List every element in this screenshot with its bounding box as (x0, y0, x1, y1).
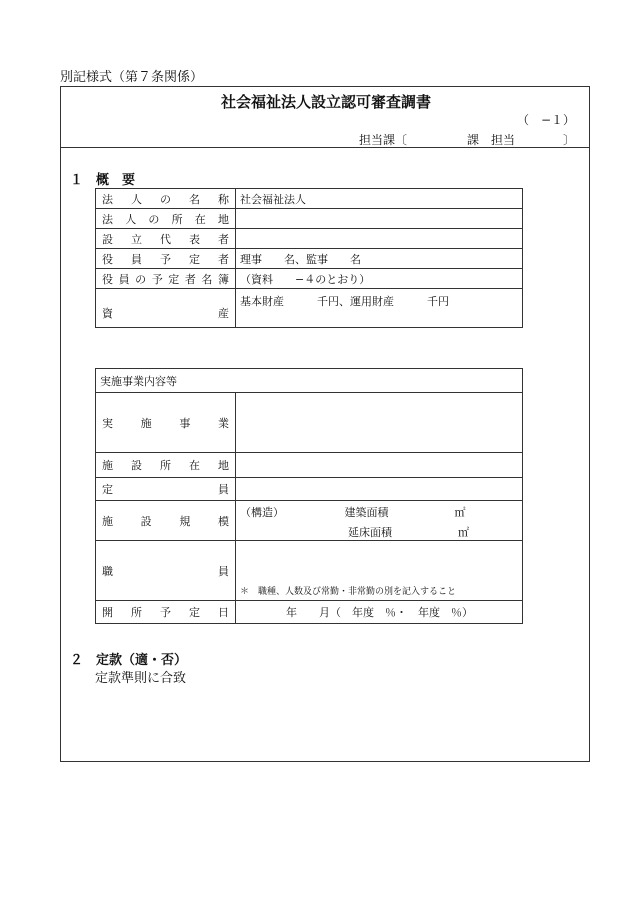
overview-row (96, 289, 523, 328)
project-row (96, 501, 523, 541)
department-in-charge: 担当課〔 課 担当 〕 (358, 133, 575, 147)
project-row (96, 393, 523, 453)
overview-row (96, 269, 523, 289)
project-value[interactable] (236, 393, 523, 453)
overview-label: 設 立 代 表 者 (96, 229, 236, 249)
project-label: 職 員 (96, 541, 236, 601)
overview-label: 法 人 の 所 在 地 (96, 209, 236, 229)
overview-label: 法 人 の 名 称 (96, 189, 236, 209)
project-label: 定 員 (96, 478, 236, 501)
section2-number: ２ (70, 653, 84, 668)
project-label: 実 施 事 業 (96, 393, 236, 453)
overview-row (96, 189, 523, 209)
overview-label: 役 員 の 予 定 者 名 簿 (96, 269, 236, 289)
document-title: 社会福祉法人設立認可審査調書 (220, 93, 431, 111)
floor-area-line: 延床面積 ㎡ (348, 526, 469, 539)
overview-value[interactable]: 基本財産 千円、運用財産 千円 (236, 289, 523, 328)
overview-value[interactable]: 社会福祉法人 (236, 189, 523, 209)
project-label: 開 所 予 定 日 (96, 601, 236, 624)
overview-table (95, 188, 523, 328)
overview-value[interactable]: 理事 名、監事 名 (236, 249, 523, 269)
building-area-line: （構造） 建築面積 ㎡ (240, 506, 466, 519)
project-row (96, 478, 523, 501)
section2-heading (70, 649, 187, 668)
project-header-row (96, 369, 523, 393)
overview-row (96, 209, 523, 229)
project-row (96, 541, 523, 601)
section1-heading (70, 169, 135, 188)
header-divider (61, 147, 589, 148)
staff-note: ＊ 職種、人数及び常勤・非常勤の別を記入すること (240, 587, 457, 597)
overview-value[interactable]: （資料 −４のとおり） (236, 269, 523, 289)
project-table-header: 実施事業内容等 (96, 369, 523, 393)
project-row (96, 453, 523, 478)
project-value[interactable]: 年 月（ 年度 ％・ 年度 ％） (236, 601, 523, 624)
overview-row (96, 249, 523, 269)
project-label: 施 設 所 在 地 (96, 453, 236, 478)
overview-value[interactable] (236, 229, 523, 249)
project-value[interactable] (236, 453, 523, 478)
section2-title: 定款（適・否） (96, 653, 188, 668)
staff-cell[interactable] (236, 541, 523, 601)
facility-scale-cell[interactable] (236, 501, 523, 541)
project-value[interactable] (236, 478, 523, 501)
project-row (96, 601, 523, 624)
project-label: 施 設 規 模 (96, 501, 236, 541)
form-number: （ −１） (516, 113, 575, 127)
section1-number: １ (70, 173, 84, 188)
overview-label: 役 員 予 定 者 (96, 249, 236, 269)
overview-row (96, 229, 523, 249)
section2-text: 定款準則に合致 (95, 671, 187, 686)
form-note: 別記様式（第７条関係） (60, 70, 204, 85)
project-table (95, 368, 523, 624)
overview-label: 資 産 (96, 289, 236, 328)
overview-value[interactable] (236, 209, 523, 229)
section1-title: 概 要 (96, 173, 136, 188)
